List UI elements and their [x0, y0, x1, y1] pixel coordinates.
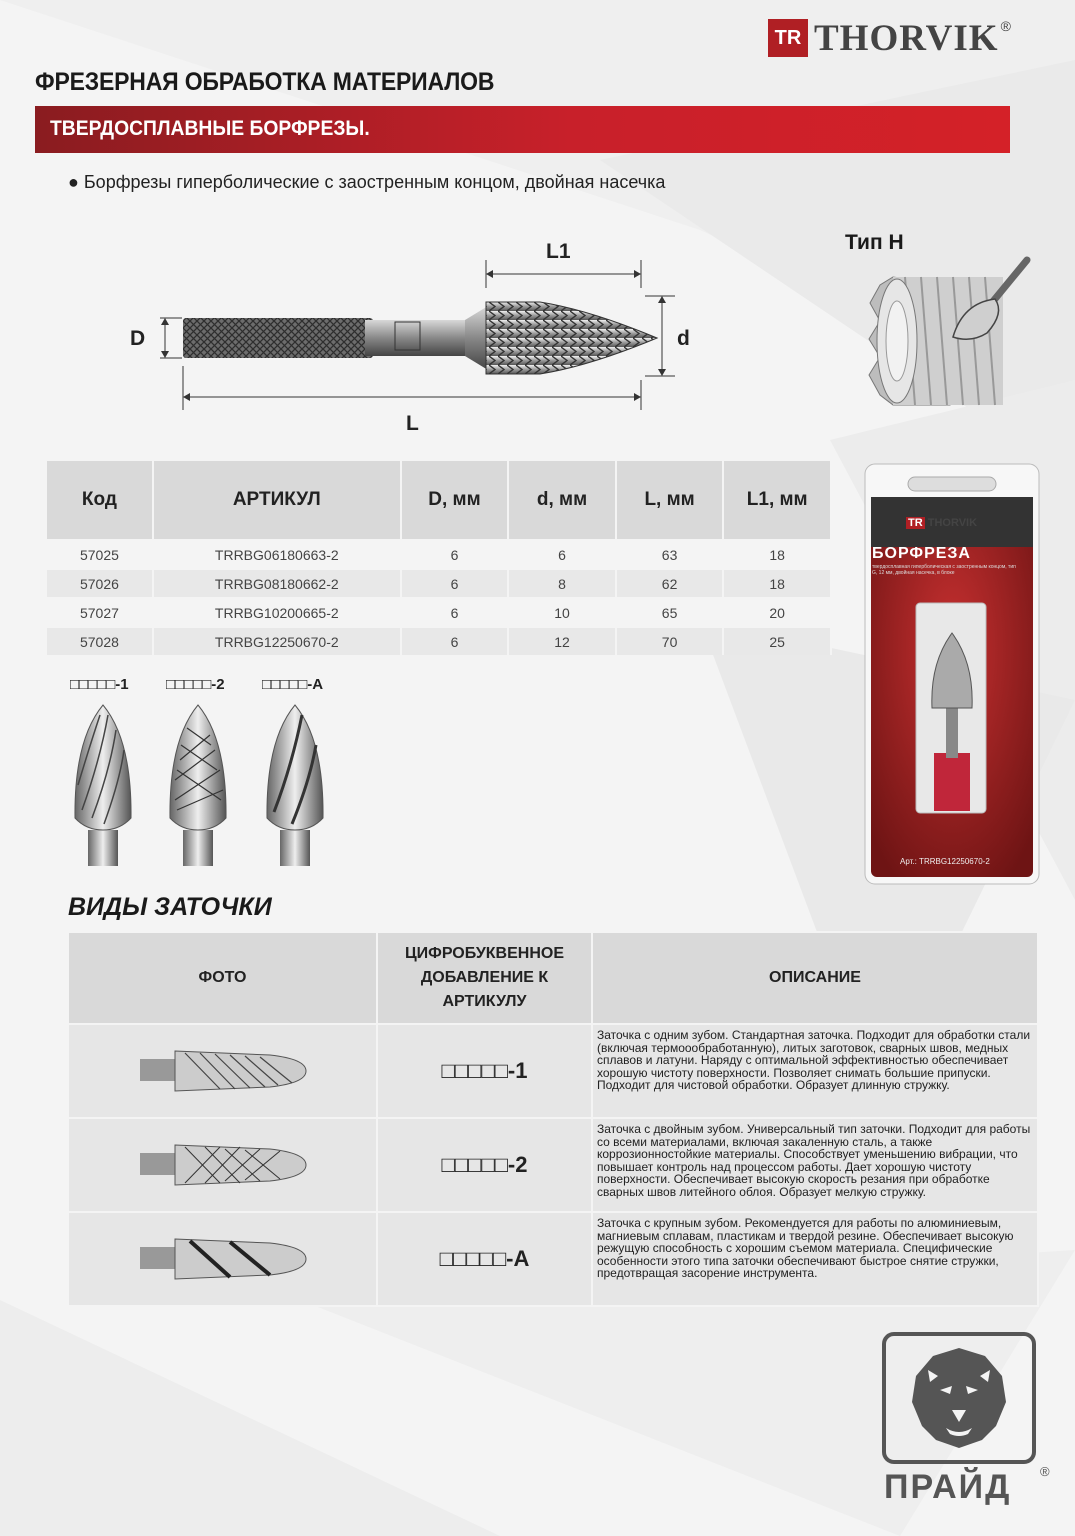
col-D: D, мм — [402, 461, 510, 539]
cell: 6 — [402, 597, 510, 626]
cell: 63 — [617, 539, 725, 568]
label-L: L — [406, 412, 419, 435]
suffix-code: □□□□□-1 — [377, 1024, 592, 1118]
photo-cell — [68, 1024, 377, 1118]
suffix-label-a: □□□□□-A — [262, 676, 324, 693]
photo-cell — [68, 1118, 377, 1212]
cutter-photo-a — [70, 1217, 375, 1297]
col-description: ОПИСАНИЕ — [592, 932, 1038, 1024]
suffix-code: □□□□□-2 — [377, 1118, 592, 1212]
label-L1: L1 — [546, 240, 571, 263]
cell: 10 — [509, 597, 617, 626]
cell: 6 — [402, 626, 510, 655]
spec-header-row — [47, 461, 832, 539]
label-D: D — [130, 327, 146, 350]
suffix-label-2: □□□□□-2 — [166, 676, 225, 693]
product-description: ● Борфрезы гиперболические с заостренным концом, двойная насечка — [68, 172, 666, 192]
label-d: d — [677, 327, 690, 350]
pride-registered: ® — [1040, 1464, 1050, 1479]
cell: 20 — [724, 597, 832, 626]
package-brand-name: THORVIK — [927, 517, 978, 529]
table-row — [47, 539, 832, 568]
package-brand-mark: TR — [908, 517, 923, 529]
cell: 57025 — [47, 539, 154, 568]
cell: 6 — [402, 539, 510, 568]
section-title: ВИДЫ ЗАТОЧКИ — [68, 893, 272, 921]
table-row — [68, 1024, 1038, 1118]
table-row — [68, 1212, 1038, 1306]
col-d: d, мм — [509, 461, 617, 539]
cell: 65 — [617, 597, 725, 626]
col-suffix: ЦИФРОБУКВЕННОЕ ДОБАВЛЕНИЕ К АРТИКУЛУ — [377, 932, 592, 1024]
package-title: БОРФРЕЗА — [872, 545, 971, 562]
cell: 62 — [617, 568, 725, 597]
col-photo: ФОТО — [68, 932, 377, 1024]
cell: 70 — [617, 626, 725, 655]
cell: 18 — [724, 539, 832, 568]
dimension-diagram — [120, 230, 700, 430]
cell: TRRBG06180663-2 — [154, 539, 402, 568]
cutter-photo-2 — [70, 1123, 375, 1203]
col-L: L, мм — [617, 461, 725, 539]
cell: 57026 — [47, 568, 154, 597]
type-label: Тип Н — [845, 231, 904, 254]
cutter-photo-1 — [70, 1029, 375, 1109]
types-header-row — [68, 932, 1038, 1024]
cell: 57027 — [47, 597, 154, 626]
cell: 6 — [402, 568, 510, 597]
table-row — [68, 1118, 1038, 1212]
col-L1: L1, мм — [724, 461, 832, 539]
description: Заточка с двойным зубом. Универсальный тип заточки. Подходит для работы со всеми материалами, включая закаленную сталь, а также коррозионностойкие материалы. Способствует уменьшению вибрации, что повышает контроль над процессом работы. Дает хорошую чистоту поверхности. Обеспечивает высокую скорость резания при обработке сварных швов литейного облоя. Образует мелкую стружку. — [592, 1118, 1038, 1212]
photo-cell — [68, 1212, 377, 1306]
table-row — [47, 568, 832, 597]
package-subtitle: твердосплавная гиперболическая с заостренным концом, тип G, 12 мм, двойная насечка, в блоке — [872, 564, 1016, 576]
type-h-illustration — [855, 255, 1040, 425]
suffix-code: □□□□□-A — [377, 1212, 592, 1306]
logo-mark: TR — [768, 19, 808, 57]
cell: 6 — [509, 539, 617, 568]
table-row — [47, 597, 832, 626]
cell: TRRBG12250670-2 — [154, 626, 402, 655]
spec-table — [47, 461, 832, 655]
col-article: АРТИКУЛ — [154, 461, 402, 539]
logo-registered: ® — [1000, 18, 1011, 34]
cell: 18 — [724, 568, 832, 597]
cell: 57028 — [47, 626, 154, 655]
description: Заточка с одним зубом. Стандартная заточка. Подходит для обработки стали (включая термоообработанную), литых заготовок, сварных швов, медных сплавов и латуни. Наряду с оптимальной эффективностью обеспечивает хорошую чистоту поверхности. Позволяет снимать большие припуски. Подходит для чистовой обработки. Образует длинную стружку. — [592, 1024, 1038, 1118]
cell: TRRBG10200665-2 — [154, 597, 402, 626]
sharpening-types-table — [67, 931, 1039, 1307]
cell: 8 — [509, 568, 617, 597]
banner-title: ТВЕРДОСПЛАВНЫЕ БОРФРЕЗЫ. — [50, 117, 370, 140]
logo-text: THORVIK — [814, 17, 999, 59]
cell: 12 — [509, 626, 617, 655]
suffix-label-1: □□□□□-1 — [70, 676, 129, 693]
package-brand — [906, 517, 977, 529]
cell: TRRBG08180662-2 — [154, 568, 402, 597]
cell: 25 — [724, 626, 832, 655]
table-row — [47, 626, 832, 655]
package-article: Арт.: TRRBG12250670-2 — [900, 857, 990, 866]
description: Заточка с крупным зубом. Рекомендуется для работы по алюминиевым, магниевым сплавам, пластикам и твердой резине. Обеспечивает высокую режущую способность с хорошим съемом материала. Специфические особенности этого типа заточки обеспечивают быстрое снятие стружки, предотвращая засорение инструмента. — [592, 1212, 1038, 1306]
cutter-samples-image — [60, 700, 350, 866]
page-title: ФРЕЗЕРНАЯ ОБРАБОТКА МАТЕРИАЛОВ — [35, 68, 495, 96]
pride-name: ПРАЙД — [884, 1468, 1012, 1506]
thorvik-logo — [768, 18, 1011, 58]
col-code: Код — [47, 461, 154, 539]
